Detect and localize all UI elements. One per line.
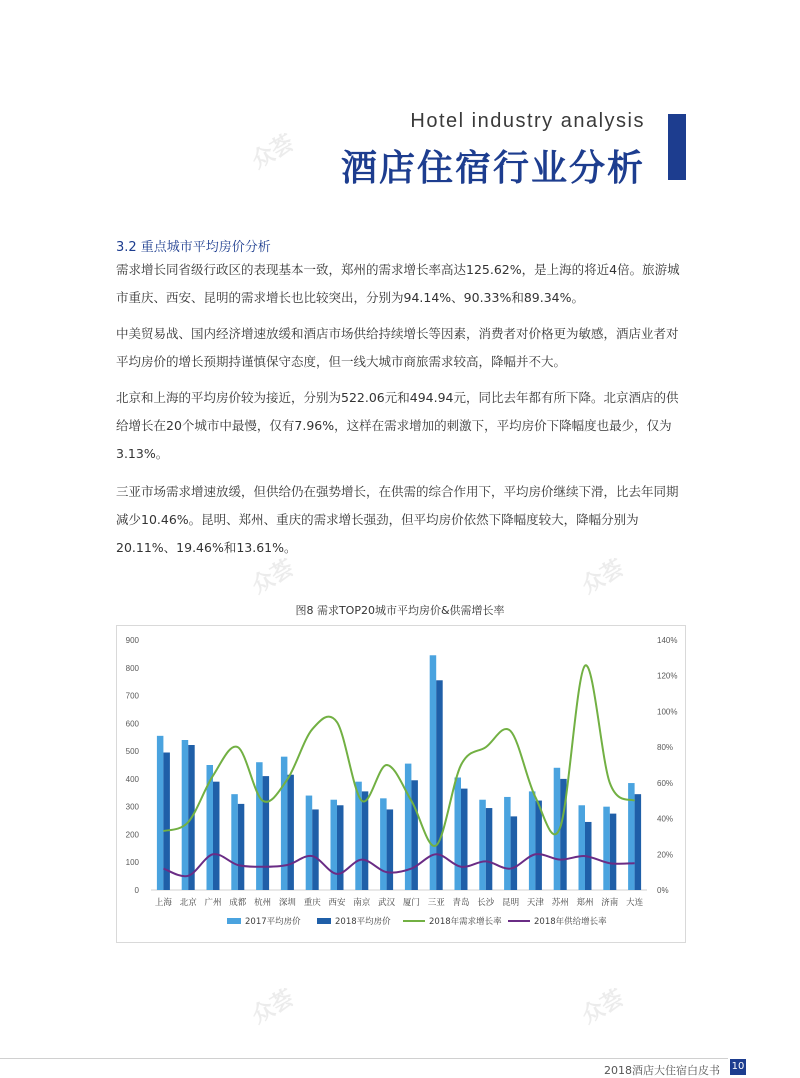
bar-2018 bbox=[387, 809, 394, 890]
y-right-tick-label: 20% bbox=[657, 850, 674, 860]
y-left-tick-label: 400 bbox=[125, 774, 139, 784]
x-tick-label: 大连 bbox=[626, 898, 644, 908]
page-number: 10 bbox=[730, 1059, 746, 1075]
figure-caption: 图8 需求TOP20城市平均房价&供需增长率 bbox=[295, 604, 505, 617]
y-left-tick-label: 200 bbox=[125, 830, 139, 840]
bar-2018 bbox=[213, 782, 220, 890]
bar-2017 bbox=[306, 796, 313, 890]
footer-divider bbox=[0, 1058, 728, 1059]
y-left-tick-label: 500 bbox=[125, 747, 139, 757]
legend-swatch bbox=[227, 918, 241, 924]
bar-2017 bbox=[182, 740, 189, 890]
y-left-tick-label: 300 bbox=[125, 802, 139, 812]
bar-2017 bbox=[157, 736, 164, 890]
legend-label: 2018年供给增长率 bbox=[534, 917, 607, 927]
legend-label: 2018年需求增长率 bbox=[429, 917, 502, 927]
paragraph-4: 三亚市场需求增速放缓，但供给仍在强势增长，在供需的综合作用下，平均房价继续下滑，比去年同期减少10.46%。昆明、郑州、重庆的需求增长强劲，但平均房价依然下降幅度较大，降幅分别为20.11%、19.46%和13.61%。 bbox=[116, 484, 679, 555]
x-tick-label: 青岛 bbox=[452, 898, 470, 908]
x-tick-label: 成都 bbox=[229, 898, 247, 908]
page-title: 酒店住宿行业分析 bbox=[340, 148, 645, 189]
bar-2017 bbox=[579, 805, 586, 890]
y-right-tick-label: 80% bbox=[657, 743, 674, 753]
bar-2017 bbox=[281, 757, 288, 890]
bar-2018 bbox=[436, 680, 443, 890]
y-right-tick-label: 40% bbox=[657, 814, 674, 824]
x-tick-label: 深圳 bbox=[278, 898, 296, 908]
watermark-logo: 众荟 bbox=[247, 130, 299, 175]
bar-2018 bbox=[238, 804, 245, 890]
watermark-logo: 众荟 bbox=[577, 985, 629, 1030]
x-tick-label: 武汉 bbox=[378, 898, 396, 908]
x-tick-label: 上海 bbox=[154, 898, 172, 908]
bar-2017 bbox=[380, 798, 387, 890]
bar-2018 bbox=[535, 801, 542, 890]
y-left-tick-label: 0 bbox=[134, 886, 139, 895]
paragraph-3: 北京和上海的平均房价较为接近，分别为522.06元和494.94元，同比去年都有所下降。北京酒店的供给增长在20个城市中最慢，仅有7.96%，这样在需求增加的刺激下，平均房价下降幅度也最少，仅为3.13%。 bbox=[116, 390, 679, 461]
x-tick-label: 广州 bbox=[204, 898, 222, 908]
bar-2018 bbox=[610, 814, 617, 890]
bar-2018 bbox=[337, 805, 344, 890]
footer-title: 2018酒店大住宿白皮书 bbox=[604, 1064, 720, 1077]
legend-label: 2017平均房价 bbox=[245, 917, 301, 927]
x-tick-label: 厦门 bbox=[402, 898, 420, 908]
x-tick-label: 杭州 bbox=[254, 898, 272, 908]
legend-swatch bbox=[317, 918, 331, 924]
x-tick-label: 天津 bbox=[526, 898, 544, 908]
x-tick-label: 西安 bbox=[328, 898, 346, 908]
x-tick-label: 南京 bbox=[353, 898, 371, 908]
x-tick-label: 长沙 bbox=[477, 898, 495, 908]
bar-2017 bbox=[455, 778, 462, 891]
watermark-logo: 众荟 bbox=[247, 985, 299, 1030]
bar-2017 bbox=[603, 807, 610, 890]
bar-2018 bbox=[362, 791, 369, 890]
y-right-tick-label: 0% bbox=[657, 886, 669, 895]
legend-label: 2018平均房价 bbox=[335, 917, 391, 927]
english-title: Hotel industry analysis bbox=[410, 110, 645, 132]
y-right-tick-label: 100% bbox=[657, 707, 678, 717]
bar-2017 bbox=[256, 762, 263, 890]
bar-2017 bbox=[479, 800, 486, 890]
bar-2017 bbox=[529, 791, 536, 890]
bar-2017 bbox=[504, 797, 511, 890]
bar-2018 bbox=[411, 780, 418, 890]
x-tick-label: 苏州 bbox=[551, 898, 569, 908]
combo-chart bbox=[117, 626, 685, 942]
y-left-tick-label: 900 bbox=[125, 636, 139, 645]
x-tick-label: 郑州 bbox=[576, 898, 594, 908]
y-left-tick-label: 600 bbox=[125, 719, 139, 729]
bar-2017 bbox=[231, 794, 238, 890]
x-tick-label: 昆明 bbox=[502, 898, 520, 908]
bar-2018 bbox=[263, 776, 270, 890]
x-tick-label: 重庆 bbox=[303, 898, 321, 908]
y-left-tick-label: 100 bbox=[125, 858, 139, 868]
bar-2018 bbox=[461, 789, 468, 890]
x-tick-label: 济南 bbox=[601, 898, 619, 908]
watermark-logo: 众荟 bbox=[247, 555, 299, 600]
watermark-logo: 众荟 bbox=[577, 555, 629, 600]
bar-2018 bbox=[486, 808, 493, 890]
y-left-tick-label: 800 bbox=[125, 663, 139, 673]
bar-2018 bbox=[287, 775, 294, 890]
x-tick-label: 北京 bbox=[179, 898, 197, 908]
y-right-tick-label: 140% bbox=[657, 636, 678, 645]
bar-2017 bbox=[331, 800, 338, 890]
paragraph-1: 需求增长同省级行政区的表现基本一致，郑州的需求增长率高达125.62%，是上海的将近4倍。旅游城市重庆、西安、昆明的需求增长也比较突出，分别为94.14%、90.33%和89.34%。 bbox=[116, 262, 680, 305]
y-right-tick-label: 120% bbox=[657, 671, 678, 681]
y-left-tick-label: 700 bbox=[125, 691, 139, 701]
paragraph-2: 中美贸易战、国内经济增速放缓和酒店市场供给持续增长等因素，消费者对价格更为敏感，酒店业者对平均房价的增长预期持谨慎保守态度，但一线大城市商旅需求较高，降幅并不大。 bbox=[116, 326, 679, 369]
bar-2018 bbox=[635, 794, 642, 890]
bar-2018 bbox=[511, 816, 517, 890]
x-tick-label: 三亚 bbox=[427, 898, 445, 908]
y-right-tick-label: 60% bbox=[657, 778, 674, 788]
bar-2018 bbox=[312, 809, 319, 890]
chart-container bbox=[116, 625, 686, 943]
title-accent-bar bbox=[668, 114, 686, 180]
section-heading: 3.2 重点城市平均房价分析 bbox=[116, 240, 271, 255]
